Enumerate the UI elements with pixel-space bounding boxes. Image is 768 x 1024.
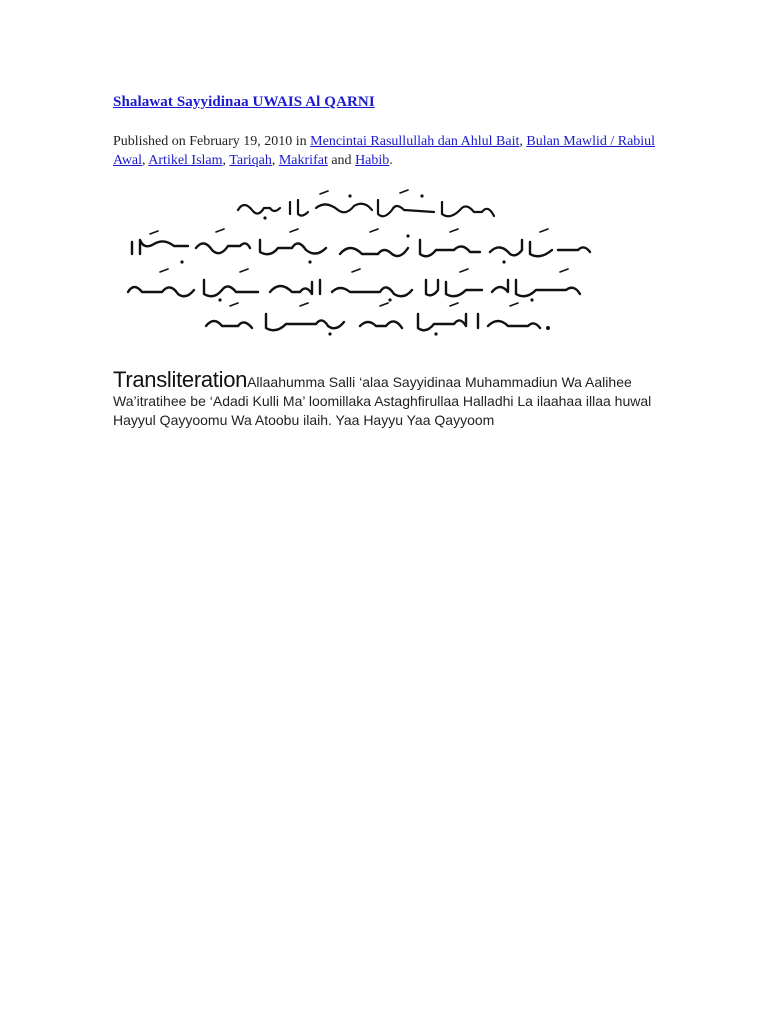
arabic-line-2 xyxy=(132,229,590,264)
post-title-link[interactable]: Shalawat Sayyidinaa UWAIS Al QARNI xyxy=(113,94,375,110)
transliteration-text: Allaahumma Salli ‘alaa Sayyidinaa Muhammadiun Wa Aalihee Wa’itratihee be ‘Adadi Kulli Ma’ loomillaka Astaghfirullaa Halladhi La ilaahaa illaa huwal Hayyul Qayyoomu Wa Atoobu ilaih. Yaa Hayyu Yaa Qayyoom xyxy=(113,374,652,428)
separator: , xyxy=(271,153,279,168)
published-text: Published on February 19, 2010 in xyxy=(113,134,311,149)
basmala-line xyxy=(238,190,494,220)
category-link-mawlid[interactable]: Bulan Mawlid / Rabiul Awal xyxy=(113,134,656,168)
end-period: . xyxy=(389,153,393,168)
separator-and: and xyxy=(327,153,356,168)
transliteration-heading: Transliteration xyxy=(113,367,248,392)
separator: , xyxy=(142,153,149,168)
arabic-calligraphy-image xyxy=(120,188,600,338)
transliteration-paragraph xyxy=(113,367,673,430)
separator: , xyxy=(519,134,527,149)
separator: , xyxy=(222,153,230,168)
category-link-artikel-islam[interactable]: Artikel Islam xyxy=(148,153,223,168)
category-link-habib[interactable]: Habib xyxy=(355,153,390,168)
arabic-line-4 xyxy=(206,303,550,336)
category-link-mencintai[interactable]: Mencintai Rasullullah dan Ahlul Bait xyxy=(310,134,520,149)
post-meta xyxy=(113,132,673,170)
category-link-tariqah[interactable]: Tariqah xyxy=(229,153,272,168)
category-link-makrifat[interactable]: Makrifat xyxy=(278,153,328,168)
arabic-calligraphy-drawing xyxy=(120,188,600,338)
arabic-line-3 xyxy=(128,269,580,302)
